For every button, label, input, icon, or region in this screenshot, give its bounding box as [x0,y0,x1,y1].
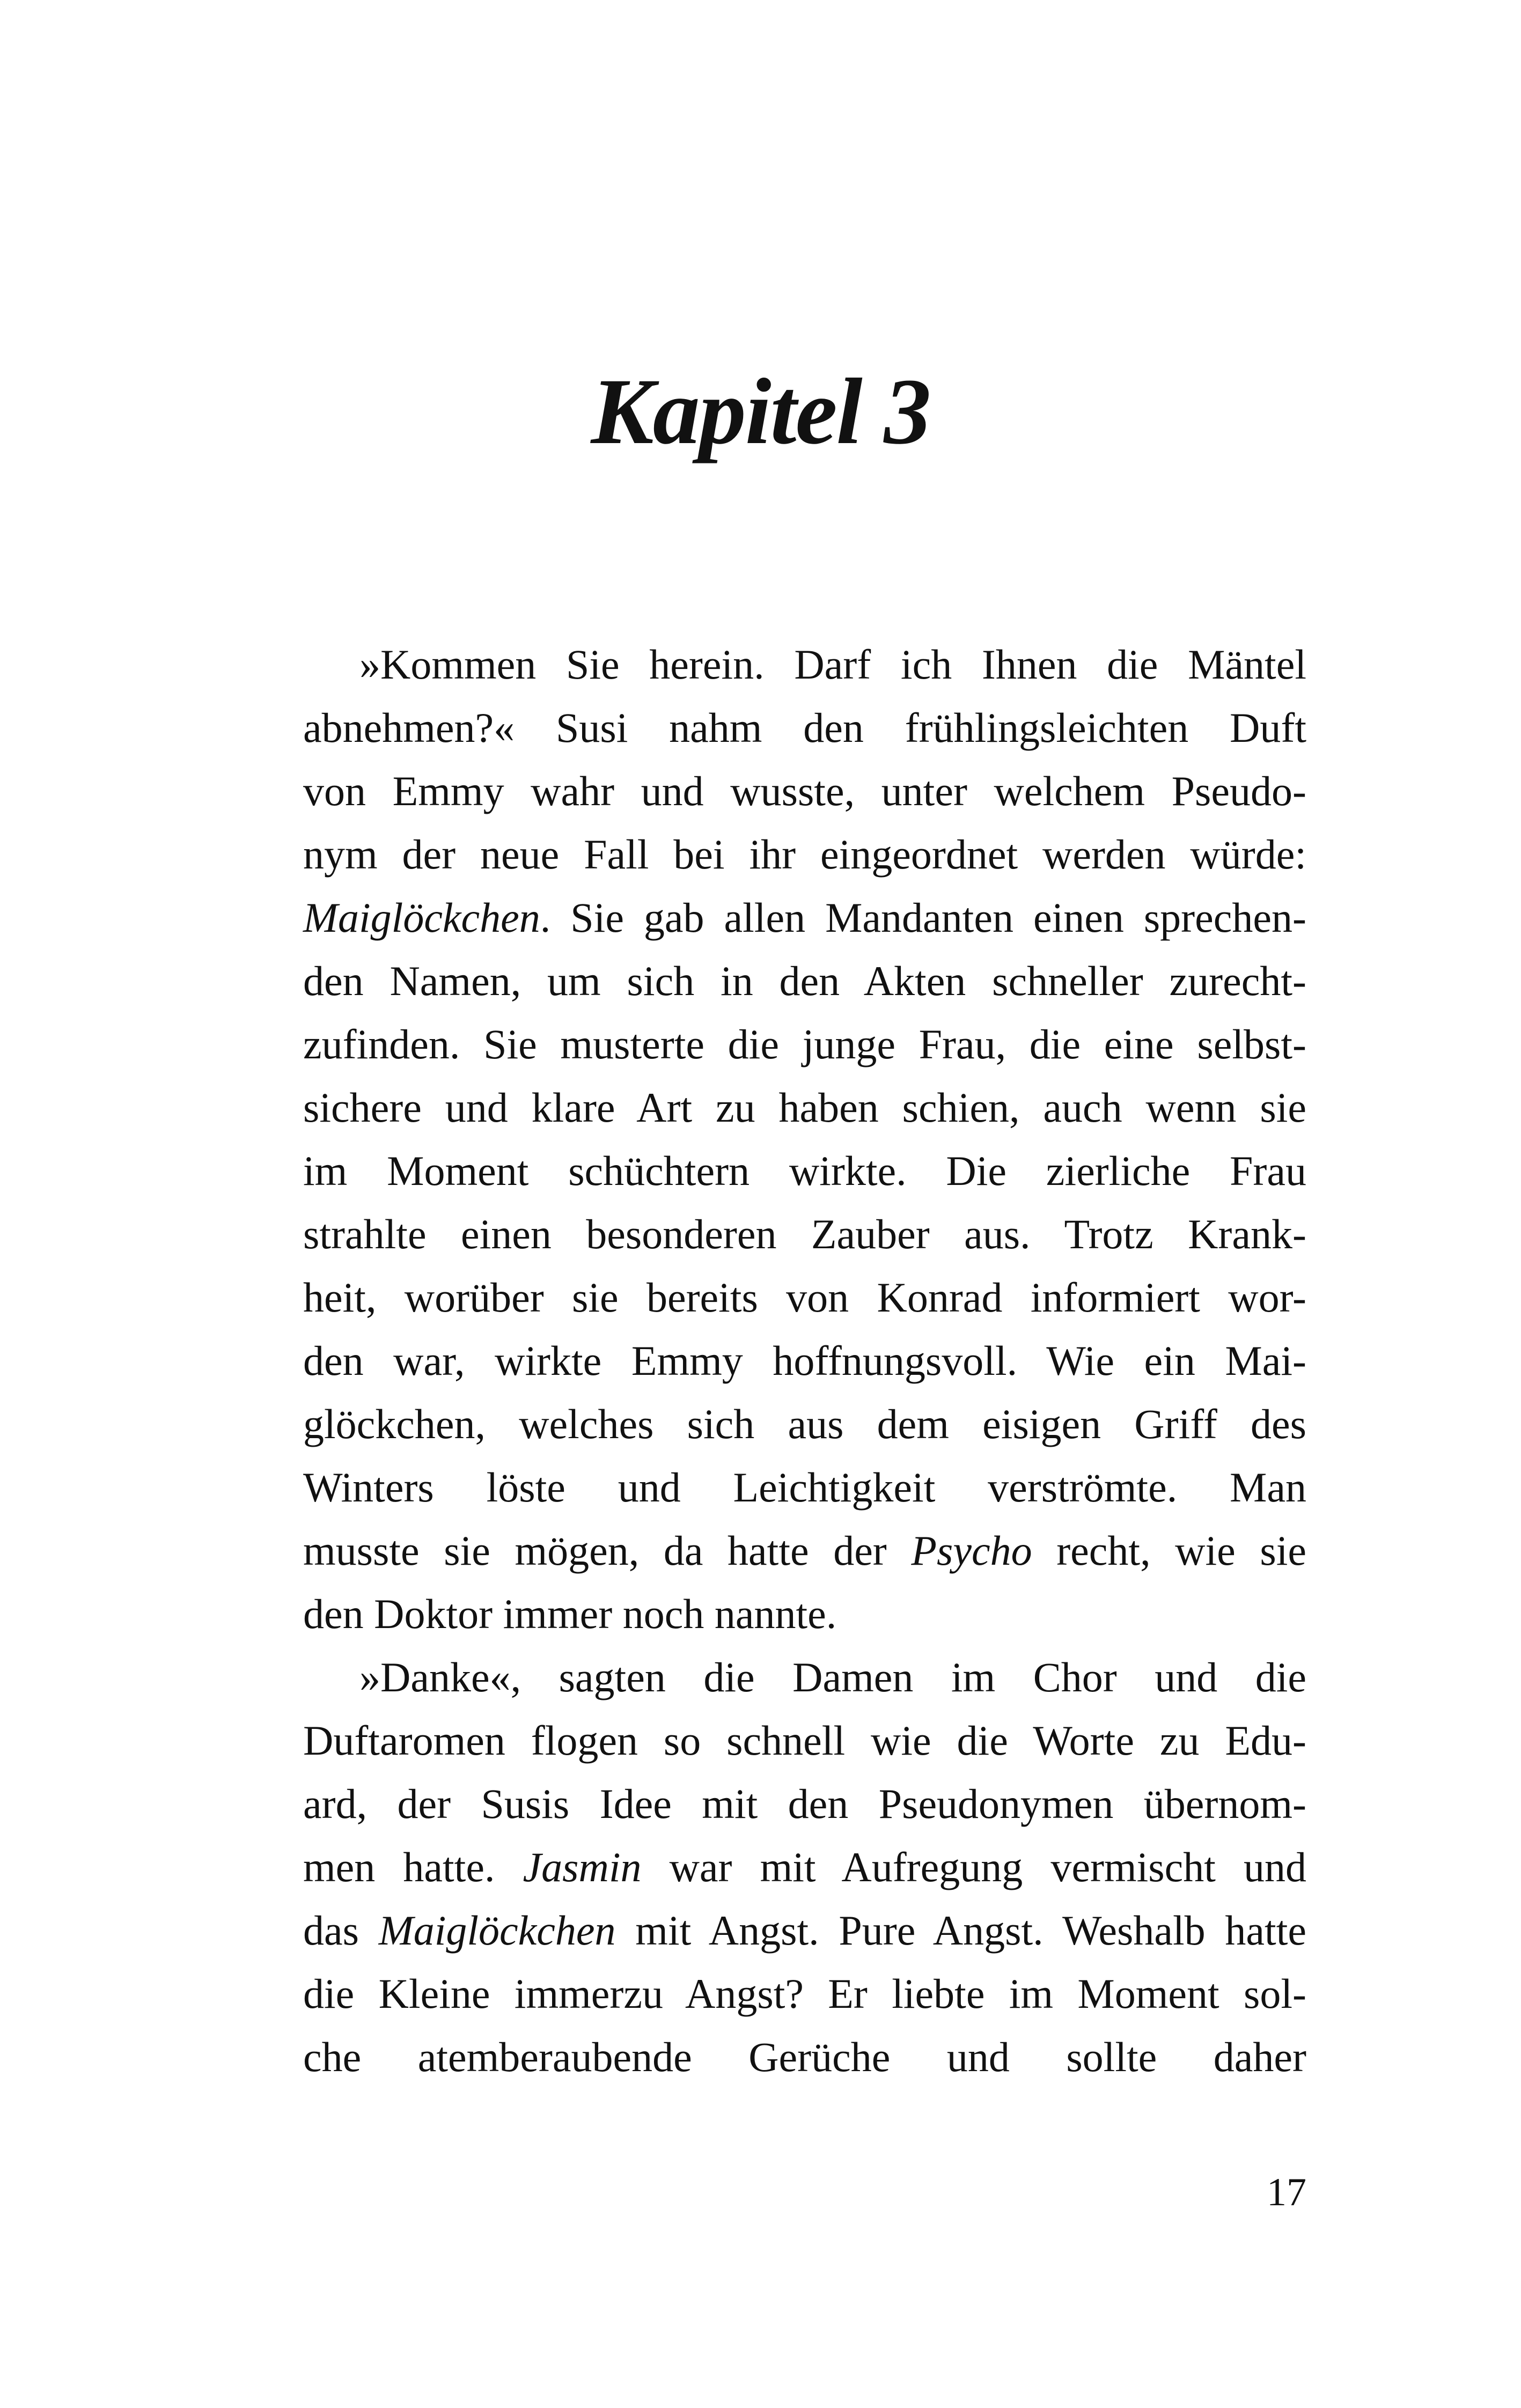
text-line [303,696,1306,760]
text-line [303,1582,1306,1646]
text-line [303,1076,1306,1139]
text-run: das [303,1907,379,1954]
text-run: den Namen, um sich in den Akten schneller zurecht- [303,958,1306,1004]
text-line [303,1646,1306,1709]
text-run: den war, wirkte Emmy hoffnungsvoll. Wie ein Mai- [303,1337,1306,1384]
italic-word: Maiglöckchen [303,894,540,941]
text-line [303,2026,1306,2089]
text-run: ard, der Susis Idee mit den Pseudonymen übernom- [303,1780,1306,1827]
text-run: nym der neue Fall bei ihr eingeordnet werden würde: [303,831,1306,878]
text-line [303,633,1306,696]
chapter-title: Kapitel 3 [591,359,930,464]
page-number: 17 [1267,2170,1306,2214]
text-line [303,1203,1306,1266]
text-line [303,1899,1306,1962]
text-line [303,949,1306,1013]
text-run: glöckchen, welches sich aus dem eisigen Griff des [303,1401,1306,1447]
text-run: recht, wie sie [1032,1527,1307,1574]
text-line [303,823,1306,886]
text-line [303,1013,1306,1076]
text-run: sichere und klare Art zu haben schien, auch wenn sie [303,1084,1306,1131]
text-run: im Moment schüchtern wirkte. Die zierliche Frau [303,1147,1306,1194]
text-line [303,1393,1306,1456]
text-line [303,1709,1306,1772]
text-run: abnehmen?« Susi nahm den frühlingsleichten Duft [303,704,1306,751]
text-run: heit, worüber sie bereits von Konrad informiert wor- [303,1274,1306,1321]
text-line [303,760,1306,823]
text-line [303,1266,1306,1329]
body-text [303,633,1306,2089]
text-line [303,1772,1306,1836]
text-run: musste sie mögen, da hatte der [303,1527,912,1574]
text-run: »Danke«, sagten die Damen im Chor und die [359,1654,1306,1700]
text-line [303,1962,1306,2026]
text-run: die Kleine immerzu Angst? Er liebte im Moment sol- [303,1970,1306,2017]
text-run: strahlte einen besonderen Zauber aus. Trotz Krank- [303,1211,1306,1257]
text-run: den Doktor immer noch nannte. [303,1590,837,1637]
text-run: che atemberaubende Gerüche und sollte daher [303,2034,1306,2080]
text-run: Winters löste und Leichtigkeit verströmte. Man [303,1464,1306,1511]
text-run: mit Angst. Pure Angst. Weshalb hatte [615,1907,1306,1954]
text-run: men hatte. [303,1844,523,1890]
text-line [303,1456,1306,1519]
text-line [303,1139,1306,1203]
italic-word: Jasmin [523,1844,642,1890]
italic-word: Maiglöckchen [378,1907,616,1954]
text-line [303,1329,1306,1393]
text-run: . Sie gab allen Mandanten einen sprechen- [540,894,1306,941]
text-line [303,1836,1306,1899]
text-run: Duftaromen flogen so schnell wie die Worte zu Edu- [303,1717,1306,1764]
text-run: von Emmy wahr und wusste, unter welchem Pseudo- [303,768,1306,814]
text-run: »Kommen Sie herein. Darf ich Ihnen die Mäntel [359,641,1306,688]
text-line [303,886,1306,949]
text-run: zufinden. Sie musterte die junge Frau, die eine selbst- [303,1021,1306,1067]
text-line [303,1519,1306,1582]
text-run: war mit Aufregung vermischt und [641,1844,1306,1890]
italic-word: Psycho [911,1527,1032,1574]
